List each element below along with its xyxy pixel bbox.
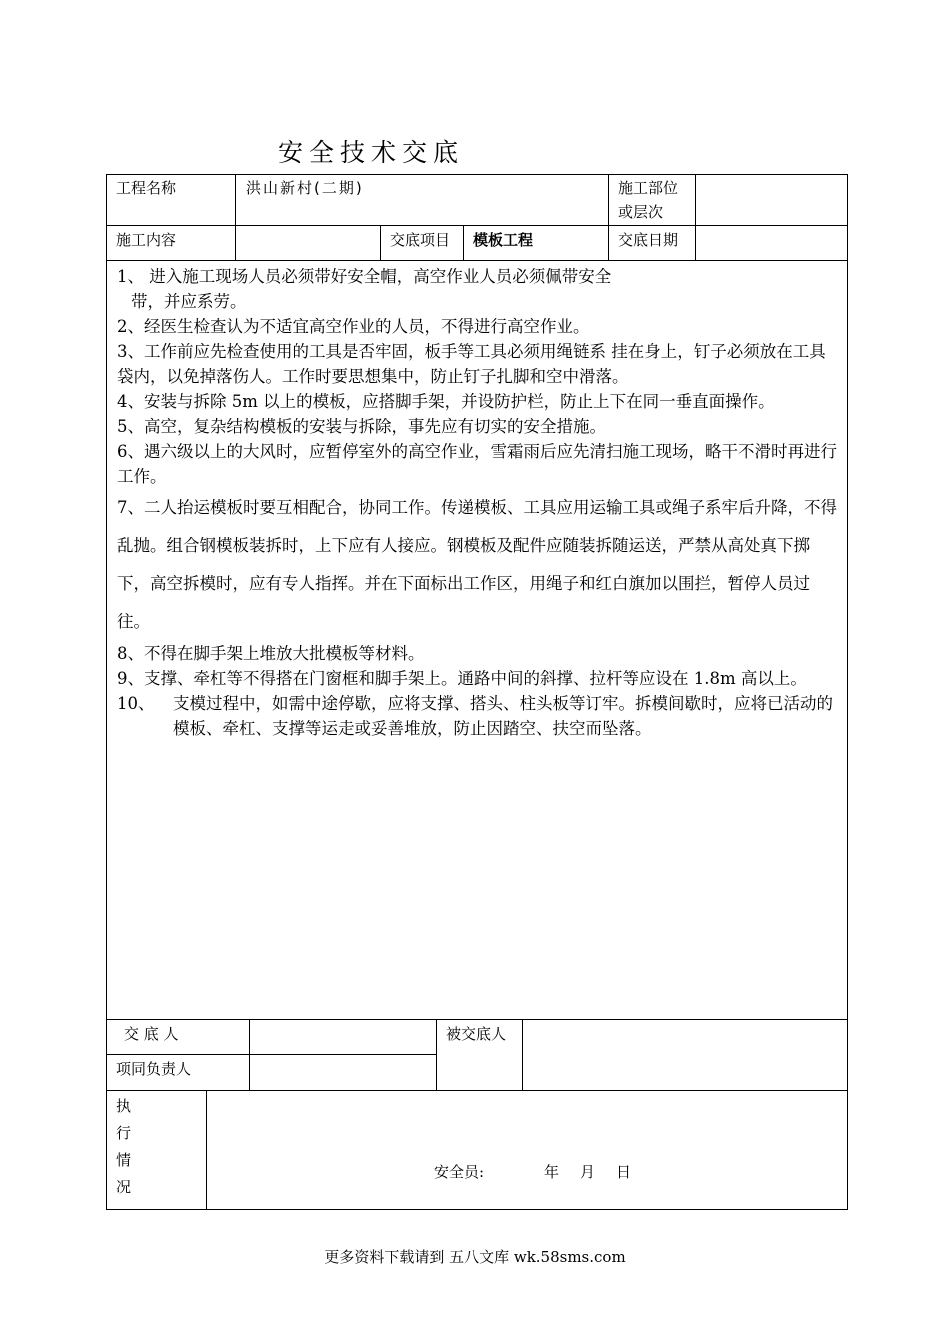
instruction-3: 3、工作前应先检查使用的工具是否牢固，板手等工具必须用绳链系 挂在身上，钉子必须放在工具袋内，以免掉落伤人。工作时要思想集中，防止钉子扎脚和空中滑落。 (117, 342, 826, 386)
execution-char-2: 行 (116, 1124, 132, 1142)
instruction-4: 4、安装与拆除 5m 以上的模板，应搭脚手架，并设防护栏，防止上下在同一垂直面操作。 (117, 392, 775, 411)
receiver-label: 被交底人 (446, 1025, 507, 1043)
execution-divider (206, 1090, 207, 1210)
instruction-1a: 1、 进入施工现场人员必须带好安全帽，高空作业人员必须佩带安全 (117, 267, 612, 286)
footer-note: 更多资料下载请到 五八文库 wk.58sms.com (324, 1248, 626, 1266)
date-month: 月 (580, 1163, 596, 1181)
date-day: 日 (616, 1163, 632, 1181)
instruction-7: 7、二人抬运模板时要互相配合，协同工作。传递模板、工具应用运输工具或绳子系牢后升降，不得乱抛。组合钢模板装拆时，上下应有人接应。钢模板及配件应随装拆随运送，严禁从高处真下掷下，高空拆模时，应有专人指挥。并在下面标出工作区，用绳子和红白旗加以围拦，暂停人员过往。 (117, 498, 837, 631)
execution-char-3: 情 (116, 1151, 132, 1169)
item-value: 模板工程 (473, 231, 534, 249)
location-label-line1: 施工部位 (618, 179, 679, 197)
leader-label: 项同负责人 (116, 1060, 192, 1078)
project-name-value: 洪山新村(二期) (246, 179, 364, 197)
execution-label (116, 1093, 131, 1201)
instruction-1b: 带，并应系劳。 (131, 292, 247, 311)
discloser-label: 交 底 人 (124, 1025, 179, 1043)
date-year: 年 (544, 1163, 560, 1181)
instruction-6: 6、遇六级以上的大风时，应暂停室外的高空作业，雪霜雨后应先清扫施工现场，略干不滑时再进行工作。 (117, 442, 837, 486)
item-label: 交底项目 (390, 231, 451, 249)
discloser-value-cell (249, 1019, 437, 1091)
instruction-9: 9、支撑、牵杠等不得搭在门窗框和脚手架上。通路中间的斜撑、拉杆等应设在 1.8m 高以上。 (117, 669, 807, 688)
project-name-label: 工程名称 (116, 179, 177, 197)
instruction-10 (117, 691, 839, 741)
execution-char-4: 况 (116, 1178, 132, 1196)
execution-section (106, 1090, 848, 1210)
execution-char-1: 执 (116, 1097, 132, 1115)
date-label: 交底日期 (618, 231, 679, 249)
safety-instructions (117, 264, 839, 741)
instruction-10-number: 10、 (117, 694, 155, 713)
instruction-5: 5、高空，复杂结构模板的安装与拆除，事先应有切实的安全措施。 (117, 417, 606, 436)
safety-officer-label: 安全员: (434, 1163, 485, 1181)
instruction-2: 2、经医生检查认为不适宜高空作业的人员，不得进行高空作业。 (117, 317, 590, 336)
location-label-line2: 或层次 (618, 203, 664, 221)
sign-row-divider (106, 1054, 437, 1055)
document-title: 安全技术交底 (278, 138, 465, 167)
content-label: 施工内容 (116, 231, 177, 249)
content-value-cell (235, 225, 381, 261)
instruction-8: 8、不得在脚手架上堆放大批模板等材料。 (117, 644, 425, 663)
instruction-10-text: 支模过程中，如需中途停歇，应将支撑、搭头、柱头板等订牢。拆模间歇时，应将已活动的模板、牵杠、支撑等运走或妥善堆放，防止因踏空、扶空而坠落。 (173, 694, 833, 738)
